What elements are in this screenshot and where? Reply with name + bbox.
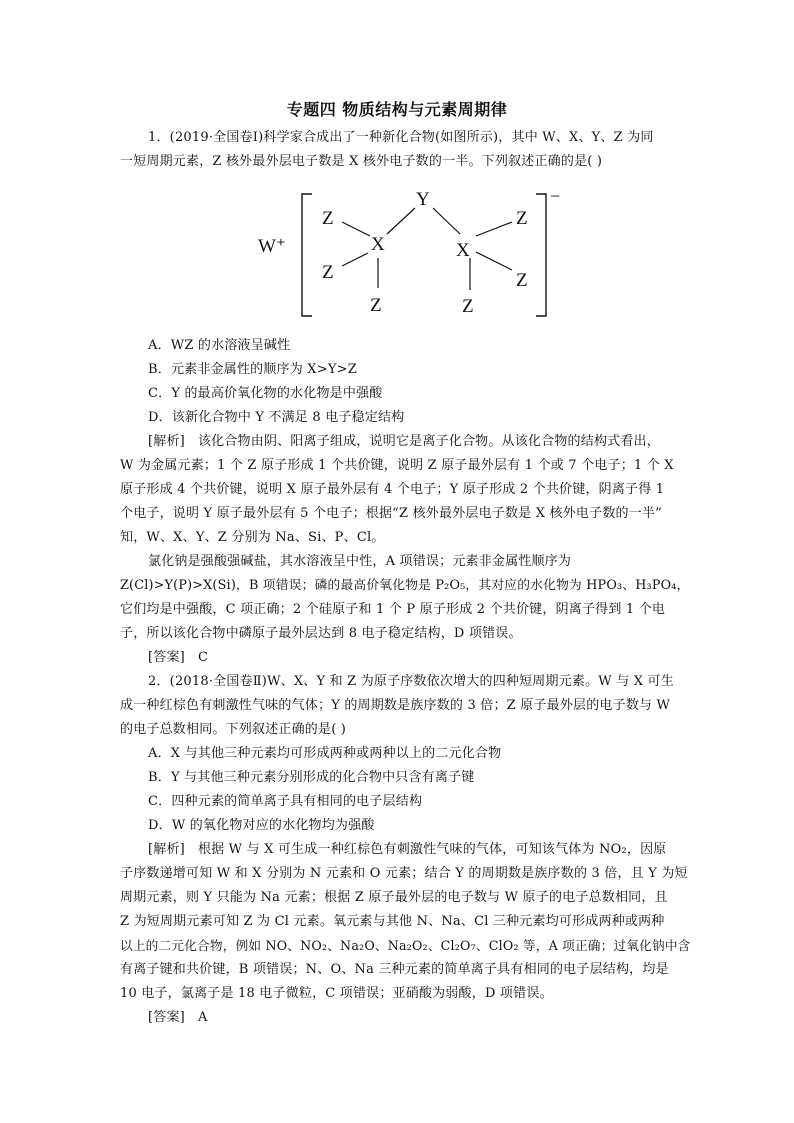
q1-answer-line xyxy=(148,650,688,666)
atom-z-lower-left: Z xyxy=(322,262,334,283)
q2-stem-line-2: 成一种红棕色有刺激性气味的气体；Y 的周期数是族序数的 3 倍；Z 原子最外层的电子数与 W xyxy=(120,698,671,713)
q1-stem-line-1: 1．(2019·全国卷Ⅰ)科学家合成出了一种新化合物(如图所示)，其中 W、X、Y、Z 为同 xyxy=(148,130,654,145)
bond-z-x1-bottom xyxy=(342,253,368,266)
bond-z-x1-top xyxy=(342,222,370,236)
q2-option-b: B．Y 与其他三种元素分别形成的化合物中只含有离子键 xyxy=(148,770,475,785)
q1-analysis-line-4: 个电子，说明 Y 原子最外层有 5 个电子；根据“Z 核外最外层电子数是 X 核外电子数的一半” xyxy=(120,506,662,521)
atom-x-left: X xyxy=(371,234,385,255)
q1-answer-label: [答案] xyxy=(148,650,185,665)
q2-analysis-line-4: Z 为短周期元素可知 Z 为 Cl 元素。氧元素与其他 N、Na、Cl 三种元素均可形成两种或两种 xyxy=(120,914,665,929)
q2-option-c: C．四种元素的简单离子具有相同的电子层结构 xyxy=(148,794,423,809)
bond-y-x2 xyxy=(433,208,460,234)
q1-option-d: D．该新化合物中 Y 不满足 8 电子稳定结构 xyxy=(148,410,405,425)
q2-analysis-label: [解析] xyxy=(148,842,185,857)
q1-option-c: C．Y 的最高价氧化物的水化物是中强酸 xyxy=(148,386,383,401)
q2-analysis-line-6: 有离子键和共价键，B 项错误；N、O、Na 三种元素的简单离子具有相同的电子层结构，均是 xyxy=(120,962,669,977)
q1-analysis-line-6: 氯化钠是强酸强碱盐，其水溶液呈中性，A 项错误；元素非金属性顺序为 xyxy=(148,554,572,569)
q1-option-b: B．元素非金属性的顺序为 X>Y>Z xyxy=(148,362,357,377)
atom-z-bottom-left: Z xyxy=(370,295,382,316)
q2-answer-label: [答案] xyxy=(148,1010,185,1025)
q1-analysis-line-2: W 为金属元素；1 个 Z 原子形成 1 个共价键，说明 Z 原子最外层有 1 个或 7 个电子；1 个 X xyxy=(120,458,674,473)
q2-analysis-line-5: 以上的二元化合物，例如 NO、NO₂、Na₂O、Na₂O₂、Cl₂O₇、ClO₂ 等，A 项正确；过氧化钠中含 xyxy=(120,938,691,953)
q1-analysis-line-7: Z(Cl)>Y(P)>X(Si)，B 项错误；磷的最高价氧化物是 P₂O₅，其对应的水化物为 HPO₃、H₃PO₄， xyxy=(120,578,690,593)
q2-answer-line xyxy=(148,1010,688,1026)
q2-option-d: D．W 的氧化物对应的水化物均为强酸 xyxy=(148,818,375,833)
cation-label: W⁺ xyxy=(258,236,286,257)
q2-analysis-line-2: 子序数递增可知 W 和 X 分别为 N 元素和 O 元素；结合 Y 的周期数是族序数的 3 倍，且 Y 为短 xyxy=(120,866,688,881)
atom-z-bottom-right: Z xyxy=(462,296,474,317)
q2-analysis-line-3: 周期元素，则 Y 只能为 Na 元素；根据 Z 原子最外层的电子数与 W 原子的电子总数相同，且 xyxy=(120,890,668,905)
q1-analysis-line-9: 子，所以该化合物中磷原子最外层达到 8 电子稳定结构，D 项错误。 xyxy=(120,626,522,641)
q2-stem-line-1: 2．(2018·全国卷Ⅱ)W、X、Y 和 Z 为原子序数依次增大的四种短周期元素。W 与 X 可生 xyxy=(148,674,674,689)
bond-x2-z-top xyxy=(476,222,512,236)
q1-answer-value: C xyxy=(197,650,209,665)
q1-analysis-line-8: 它们均是中强酸，C 项正确；2 个硅原子和 1 个 P 原子形成 2 个共价键，阴离子得到 1 个电 xyxy=(120,602,666,617)
q1-analysis-line-1 xyxy=(148,434,688,450)
q1-analysis-line-3: 原子形成 4 个共价键，说明 X 原子最外层有 4 个电子；Y 原子形成 2 个共价键，阴离子得 1 xyxy=(120,482,665,497)
atom-z-upper-right: Z xyxy=(516,208,528,229)
q1-analysis-label: [解析] xyxy=(148,434,185,449)
anion-charge: − xyxy=(550,186,561,206)
atom-z-upper-left: Z xyxy=(322,208,334,229)
bond-x2-z-bottom xyxy=(476,252,512,270)
q1-analysis-text-1: 该化合物由阴、阳离子组成，说明它是离子化合物。从该化合物的结构式看出， xyxy=(197,434,660,449)
q1-stem-line-2: 一短周期元素，Z 核外最外层电子数是 X 核外电子数的一半。下列叙述正确的是( ) xyxy=(120,154,603,169)
atom-z-lower-right: Z xyxy=(516,270,528,291)
compound-structure-figure xyxy=(250,186,580,321)
q1-analysis-line-5: 知，W、X、Y、Z 分别为 Na、Si、P、Cl。 xyxy=(120,530,385,545)
atom-y: Y xyxy=(416,189,430,210)
right-bracket xyxy=(536,194,546,316)
atom-x-right: X xyxy=(456,240,470,261)
q2-analysis-line-1 xyxy=(148,842,688,858)
bond-x1-y xyxy=(387,208,415,234)
q2-answer-value: A xyxy=(197,1010,208,1025)
q1-option-a: A．WZ 的水溶液呈碱性 xyxy=(148,338,291,353)
q2-analysis-text-1: 根据 W 与 X 可生成一种红棕色有刺激性气味的气体，可知该气体为 NO₂，因原 xyxy=(197,842,667,857)
q2-option-a: A．X 与其他三种元素均可形成两种或两种以上的二元化合物 xyxy=(148,746,502,761)
q2-stem-line-3: 的电子总数相同。下列叙述正确的是( ) xyxy=(120,722,347,737)
left-bracket xyxy=(302,194,312,316)
q2-analysis-line-7: 10 电子，氯离子是 18 电子微粒，C 项错误；亚硝酸为弱酸，D 项错误。 xyxy=(120,986,553,1001)
page-title: 专题四 物质结构与元素周期律 xyxy=(286,100,508,119)
